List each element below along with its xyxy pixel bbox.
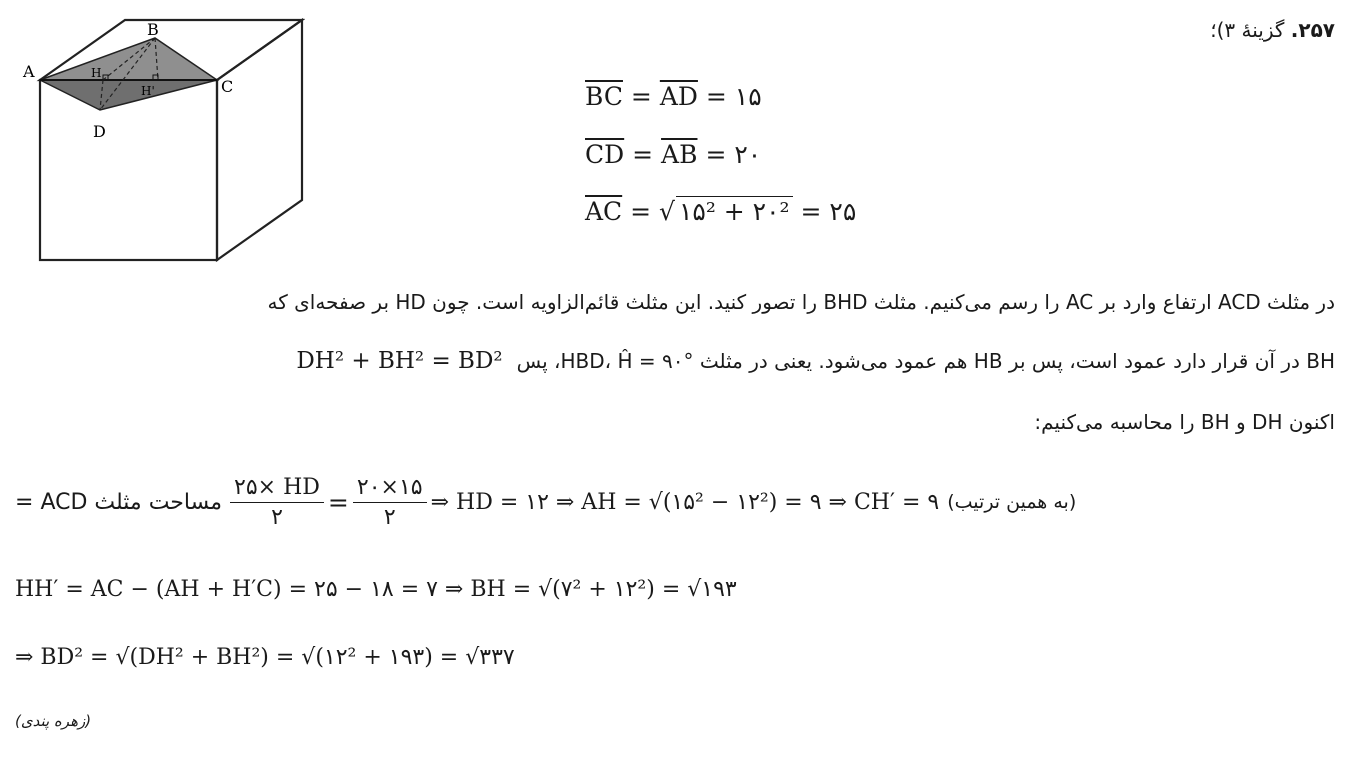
area-label: مساحت مثلث ACD =	[15, 489, 223, 515]
pythagoras-eq: DH² + BH² = BD²	[296, 348, 503, 374]
problem-number: ۲۵۷.	[1290, 18, 1335, 42]
label-Hp: H'	[141, 84, 155, 98]
label-H: H	[91, 66, 102, 80]
triangle-ABC	[40, 38, 217, 80]
paragraph-line-1: در مثلث ACD ارتفاع وارد بر AC را رسم می‌کنیم. مثلث BHD را تصور کنید. این مثلث قائم‌الزاویه است. چون HD بر صفحه‌ای که	[267, 290, 1335, 314]
cube-right-face	[217, 20, 302, 260]
givens-line-1: $\overline{BC} = \overline{AD}$ = ۱۵	[585, 82, 762, 111]
paragraph-line-3: اکنون DH و BH را محاسبه می‌کنیم:	[1034, 410, 1335, 434]
segment-CD: $\overline{CD}$	[585, 140, 625, 169]
segment-AD: $\overline{AD}$	[659, 82, 698, 111]
givens-line-3: $\overline{AC}$ = √ ۱۵² + ۲۰² = ۲۵	[585, 197, 857, 226]
calc-line-2: HH′ = AC − (AH + H′C) = ۲۵ − ۱۸ = ۷ ⇒ BH = √(۷² + ۱۲²) = √۱۹۳	[15, 577, 737, 602]
answer-option: گزینهٔ ۳)؛	[1210, 18, 1285, 42]
cube-front-face	[40, 80, 217, 260]
triangle-ACD	[40, 80, 217, 110]
similarly-note: (به همین ترتیب)	[947, 491, 1077, 513]
area-chain: ⇒ HD = ۱۲ ⇒ AH = √(۱۵² − ۱۲²) = ۹ ⇒ CH′ = ۹	[430, 489, 940, 515]
fraction-2: $\frac{۲۰\times ۱۵}{۲}$	[353, 475, 427, 530]
label-A: A	[23, 62, 35, 81]
segment-AB: $\overline{AB}$	[661, 140, 698, 169]
label-B: B	[147, 20, 159, 39]
calc-line-3: ⇒ BD² = √(DH² + BH²) = √(۱۲² + ۱۹۳) = √۳۳۷	[15, 645, 515, 670]
segment-BC: $\overline{BC}$	[585, 82, 623, 111]
label-D: D	[93, 122, 106, 141]
author-credit: (زهره پندی)	[15, 712, 92, 730]
paragraph-line-2: BH در آن قرار دارد عمود است، پس بر HB هم عمود می‌شود. یعنی در مثلث HBD، Ĥ = ۹۰°، پس DH² + BH² = BD²	[296, 348, 1335, 374]
cube-figure	[15, 15, 305, 265]
problem-header	[1210, 18, 1335, 42]
givens-line-2: $\overline{CD} = \overline{AB}$ = ۲۰	[585, 140, 762, 169]
label-C: C	[221, 77, 234, 96]
fraction-1: $\frac{۲۵\times HD}{۲}$	[230, 475, 324, 530]
segment-AC: $\overline{AC}$	[585, 197, 623, 226]
calc-line-area: مساحت مثلث ACD = $\frac{۲۵\times HD}{۲}$ = $\frac{۲۰\times ۱۵}{۲}$ ⇒ HD = ۱۲ ⇒ AH = √(۱۵² − ۱۲²) = ۹ ⇒ CH′ = ۹ (به همین ترتیب)	[15, 474, 1077, 530]
